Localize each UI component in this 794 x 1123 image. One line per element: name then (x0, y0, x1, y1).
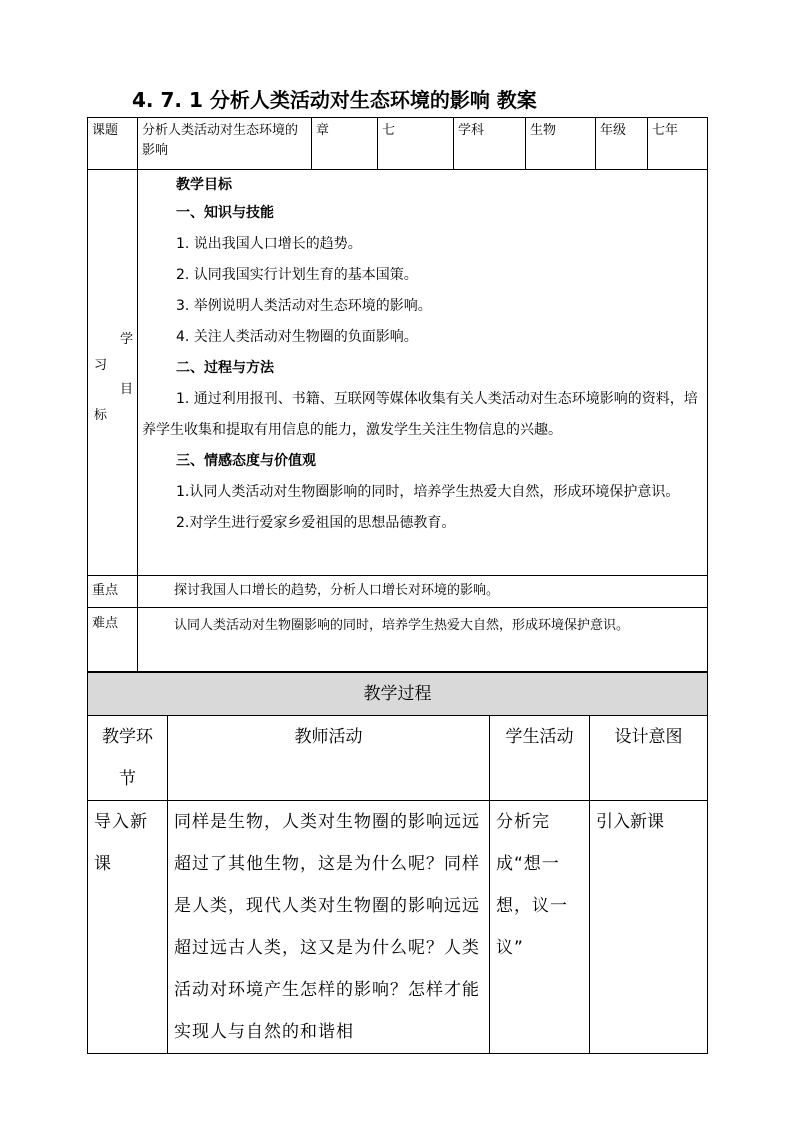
process-text: 1. 通过利用报刊、书籍、互联网等媒体收集有关人类活动对生态环境影响的资料，培养学生收集和提取有用信息的能力，激发学生关注生物信息的兴趣。 (142, 391, 698, 438)
objectives-heading: 教学目标 (176, 177, 232, 193)
document-title: 4. 7. 1 分析人类活动对生态环境的影响 教案 (132, 88, 537, 112)
difficulty-label: 难点 (88, 608, 138, 672)
emotion-item: 2.对学生进行爱家乡爱祖国的思想品德教育。 (176, 515, 456, 531)
teaching-process-table (87, 672, 708, 1054)
topic-label: 课题 (88, 118, 138, 170)
key-point-text: 探讨我国人口增长的趋势，分析人口增长对环境的影响。 (138, 576, 708, 608)
side-char-2: 习 (94, 358, 108, 373)
column-header-student: 学生活动 (490, 716, 590, 801)
column-header-stage: 教学环节 (88, 716, 168, 801)
chapter-label: 章 (312, 118, 378, 170)
column-header-intent: 设计意图 (590, 716, 708, 801)
process-heading: 二、过程与方法 (176, 360, 274, 376)
grade-value: 七年 (648, 118, 708, 170)
objectives-side-label (88, 170, 138, 576)
knowledge-heading: 一、知识与技能 (176, 205, 274, 221)
chapter-value: 七 (378, 118, 454, 170)
side-char-4: 标 (94, 408, 108, 423)
grade-label: 年级 (596, 118, 648, 170)
topic-value: 分析人类活动对生态环境的影响 (138, 118, 312, 170)
lesson-info-table (87, 117, 708, 672)
knowledge-item: 1. 说出我国人口增长的趋势。 (176, 236, 362, 252)
difficulty-text: 认同人类活动对生物圈影响的同时，培养学生热爱大自然，形成环境保护意识。 (138, 608, 708, 672)
subject-label: 学科 (454, 118, 526, 170)
student-activity-cell: 分析完成“想一想，议一议” (490, 801, 590, 1054)
stage-cell: 导入新课 (88, 801, 168, 1054)
process-banner: 教学过程 (88, 673, 708, 716)
knowledge-item: 4. 关注人类活动对生物圈的负面影响。 (176, 329, 418, 345)
key-point-label: 重点 (88, 576, 138, 608)
teacher-activity-cell: 同样是生物，人类对生物圈的影响远远超过了其他生物，这是为什么呢？同样是人类，现代人类对生物圈的影响远远超过远古人类，这又是为什么呢？人类活动对环境产生怎样的影响？怎样才能实现人与自然的和谐相 (168, 801, 490, 1054)
column-header-teacher: 教师活动 (168, 716, 490, 801)
knowledge-item: 3. 举例说明人类活动对生态环境的影响。 (176, 298, 432, 314)
emotion-item: 1.认同人类活动对生物圈影响的同时，培养学生热爱大自然，形成环境保护意识。 (176, 484, 680, 500)
knowledge-item: 2. 认同我国实行计划生育的基本国策。 (176, 267, 418, 283)
emotion-heading: 三、情感态度与价值观 (176, 453, 316, 469)
side-char-1: 学 (120, 332, 134, 347)
side-char-3: 目 (120, 382, 134, 397)
objectives-content (138, 170, 708, 576)
design-intent-cell: 引入新课 (590, 801, 708, 1054)
subject-value: 生物 (526, 118, 596, 170)
